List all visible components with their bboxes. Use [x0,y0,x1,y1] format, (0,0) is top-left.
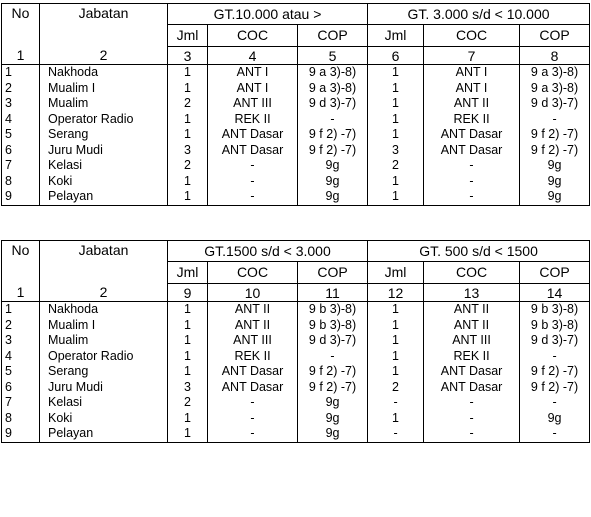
position-name: Mualim [40,96,168,112]
position-name: Mualim I [40,81,168,97]
column-number: 14 [520,284,590,302]
jml-a: 2 [168,395,208,411]
coc-a: - [208,395,298,411]
column-number: 11 [298,284,368,302]
subheader-cop-a: COP [298,25,368,47]
column-number: 9 [168,284,208,302]
jml-b: 1 [368,333,424,349]
cop-b: 9 f 2) -7) [520,143,590,159]
table-row [2,333,590,349]
cop-b: 9g [520,189,590,205]
subheader-coc-a: COC [208,262,298,284]
header-no: No [2,241,40,284]
position-name: Mualim [40,333,168,349]
coc-b: - [424,426,520,442]
jml-a: 3 [168,143,208,159]
table-row [2,364,590,380]
jml-b: 1 [368,65,424,81]
table-row [2,189,590,205]
cop-a: 9 d 3)-7) [298,333,368,349]
jml-b: 1 [368,364,424,380]
header-jabatan: Jabatan [40,4,168,47]
row-number: 6 [2,380,40,396]
cop-b: 9 b 3)-8) [520,318,590,334]
coc-a: - [208,426,298,442]
coc-a: - [208,189,298,205]
coc-a: ANT I [208,65,298,81]
coc-a: - [208,174,298,190]
position-name: Pelayan [40,426,168,442]
jml-a: 3 [168,380,208,396]
coc-a: ANT III [208,96,298,112]
column-number: 1 [2,284,40,302]
cop-a: 9g [298,426,368,442]
table-row [2,426,590,442]
row-number: 3 [2,333,40,349]
coc-b: REK II [424,112,520,128]
position-name: Koki [40,174,168,190]
jml-a: 1 [168,127,208,143]
table-row [2,96,590,112]
row-number: 8 [2,174,40,190]
subheader-coc-b: COC [424,25,520,47]
row-number: 6 [2,143,40,159]
coc-a: ANT Dasar [208,143,298,159]
jml-a: 1 [168,318,208,334]
table-row [2,174,590,190]
jml-b: - [368,395,424,411]
jml-b: 3 [368,143,424,159]
coc-a: ANT Dasar [208,380,298,396]
table-row [2,349,590,365]
position-name: Juru Mudi [40,143,168,159]
row-number: 9 [2,426,40,442]
table-row [2,158,590,174]
cop-a: 9g [298,395,368,411]
table-row [2,411,590,427]
table-row [2,81,590,97]
cop-b: 9g [520,158,590,174]
coc-b: - [424,395,520,411]
table-row [2,143,590,159]
coc-a: ANT Dasar [208,364,298,380]
crew-table-small-ships [1,240,590,443]
jml-a: 1 [168,174,208,190]
subheader-cop-a: COP [298,262,368,284]
position-name: Pelayan [40,189,168,205]
position-name: Kelasi [40,158,168,174]
subheader-coc-a: COC [208,25,298,47]
coc-b: ANT II [424,318,520,334]
row-number: 1 [2,302,40,318]
cop-a: 9g [298,158,368,174]
jml-b: 1 [368,411,424,427]
header-no: No [2,4,40,47]
jml-b: 1 [368,189,424,205]
cop-a: 9 a 3)-8) [298,65,368,81]
cop-b: 9g [520,411,590,427]
jml-b: 1 [368,174,424,190]
cop-a: - [298,112,368,128]
position-name: Operator Radio [40,112,168,128]
jml-b: 2 [368,158,424,174]
column-number: 13 [424,284,520,302]
position-name: Nakhoda [40,302,168,318]
column-number: 10 [208,284,298,302]
cop-b: - [520,112,590,128]
subheader-cop-b: COP [520,25,590,47]
jml-b: 1 [368,318,424,334]
cop-a: 9 f 2) -7) [298,127,368,143]
cop-b: 9 b 3)-8) [520,302,590,318]
row-number: 5 [2,364,40,380]
cop-a: 9 d 3)-7) [298,96,368,112]
subheader-coc-b: COC [424,262,520,284]
cop-b: 9 a 3)-8) [520,65,590,81]
coc-b: - [424,174,520,190]
jml-a: 1 [168,189,208,205]
crew-table-body [2,302,590,443]
table-row [2,127,590,143]
table-row [2,395,590,411]
row-number: 2 [2,81,40,97]
cop-b: 9 f 2) -7) [520,380,590,396]
cop-b: 9 d 3)-7) [520,96,590,112]
cop-b: 9 a 3)-8) [520,81,590,97]
cop-b: - [520,426,590,442]
cop-b: 9 f 2) -7) [520,364,590,380]
table-row [2,65,590,81]
jml-b: 1 [368,302,424,318]
jml-a: 1 [168,349,208,365]
cop-b: 9g [520,174,590,190]
jml-b: 2 [368,380,424,396]
row-number: 4 [2,349,40,365]
coc-b: ANT Dasar [424,127,520,143]
cop-a: 9 f 2) -7) [298,380,368,396]
coc-b: ANT Dasar [424,143,520,159]
header-jabatan: Jabatan [40,241,168,284]
jml-b: 1 [368,96,424,112]
jml-b: 1 [368,81,424,97]
table-row [2,112,590,128]
coc-b: REK II [424,349,520,365]
cop-a: - [298,349,368,365]
coc-a: - [208,158,298,174]
crew-table-body [2,65,590,206]
column-number: 6 [368,47,424,65]
coc-b: ANT II [424,302,520,318]
cop-a: 9 a 3)-8) [298,81,368,97]
coc-b: - [424,189,520,205]
jml-a: 1 [168,426,208,442]
subheader-jml-b: Jml [368,25,424,47]
header-group-b: GT. 500 s/d < 1500 [368,241,590,262]
column-number: 12 [368,284,424,302]
coc-a: ANT III [208,333,298,349]
row-number: 5 [2,127,40,143]
position-name: Operator Radio [40,349,168,365]
position-name: Serang [40,364,168,380]
coc-b: ANT I [424,81,520,97]
coc-a: ANT I [208,81,298,97]
cop-a: 9g [298,189,368,205]
cop-b: 9 f 2) -7) [520,127,590,143]
coc-a: ANT II [208,318,298,334]
coc-b: - [424,158,520,174]
jml-a: 1 [168,411,208,427]
row-number: 7 [2,395,40,411]
crew-table-large-ships [1,3,590,206]
table-row [2,380,590,396]
jml-b: 1 [368,127,424,143]
jml-a: 1 [168,333,208,349]
table-row [2,302,590,318]
coc-a: ANT II [208,302,298,318]
cop-a: 9 f 2) -7) [298,364,368,380]
cop-a: 9g [298,174,368,190]
row-number: 3 [2,96,40,112]
coc-a: ANT Dasar [208,127,298,143]
row-number: 1 [2,65,40,81]
jml-b: 1 [368,112,424,128]
subheader-jml-a: Jml [168,25,208,47]
coc-b: ANT III [424,333,520,349]
position-name: Juru Mudi [40,380,168,396]
cop-a: 9g [298,411,368,427]
coc-b: ANT Dasar [424,380,520,396]
position-name: Mualim I [40,318,168,334]
jml-a: 1 [168,81,208,97]
jml-a: 1 [168,65,208,81]
column-number: 7 [424,47,520,65]
position-name: Nakhoda [40,65,168,81]
cop-a: 9 f 2) -7) [298,143,368,159]
column-number: 2 [40,47,168,65]
column-number: 1 [2,47,40,65]
row-number: 2 [2,318,40,334]
coc-b: ANT Dasar [424,364,520,380]
header-group-b: GT. 3.000 s/d < 10.000 [368,4,590,25]
table-row [2,318,590,334]
coc-a: - [208,411,298,427]
position-name: Kelasi [40,395,168,411]
cop-a: 9 b 3)-8) [298,302,368,318]
column-number: 5 [298,47,368,65]
column-number: 8 [520,47,590,65]
coc-b: ANT II [424,96,520,112]
position-name: Koki [40,411,168,427]
row-number: 9 [2,189,40,205]
jml-a: 1 [168,112,208,128]
row-number: 7 [2,158,40,174]
coc-a: REK II [208,349,298,365]
cop-a: 9 b 3)-8) [298,318,368,334]
column-number: 4 [208,47,298,65]
subheader-cop-b: COP [520,262,590,284]
column-number: 2 [40,284,168,302]
jml-a: 2 [168,96,208,112]
header-group-a: GT.10.000 atau > [168,4,368,25]
subheader-jml-a: Jml [168,262,208,284]
column-number: 3 [168,47,208,65]
jml-a: 1 [168,302,208,318]
jml-b: - [368,426,424,442]
subheader-jml-b: Jml [368,262,424,284]
row-number: 4 [2,112,40,128]
cop-b: - [520,349,590,365]
header-group-a: GT.1500 s/d < 3.000 [168,241,368,262]
coc-b: ANT I [424,65,520,81]
jml-a: 2 [168,158,208,174]
row-number: 8 [2,411,40,427]
cop-b: 9 d 3)-7) [520,333,590,349]
cop-b: - [520,395,590,411]
jml-b: 1 [368,349,424,365]
coc-b: - [424,411,520,427]
coc-a: REK II [208,112,298,128]
jml-a: 1 [168,364,208,380]
position-name: Serang [40,127,168,143]
